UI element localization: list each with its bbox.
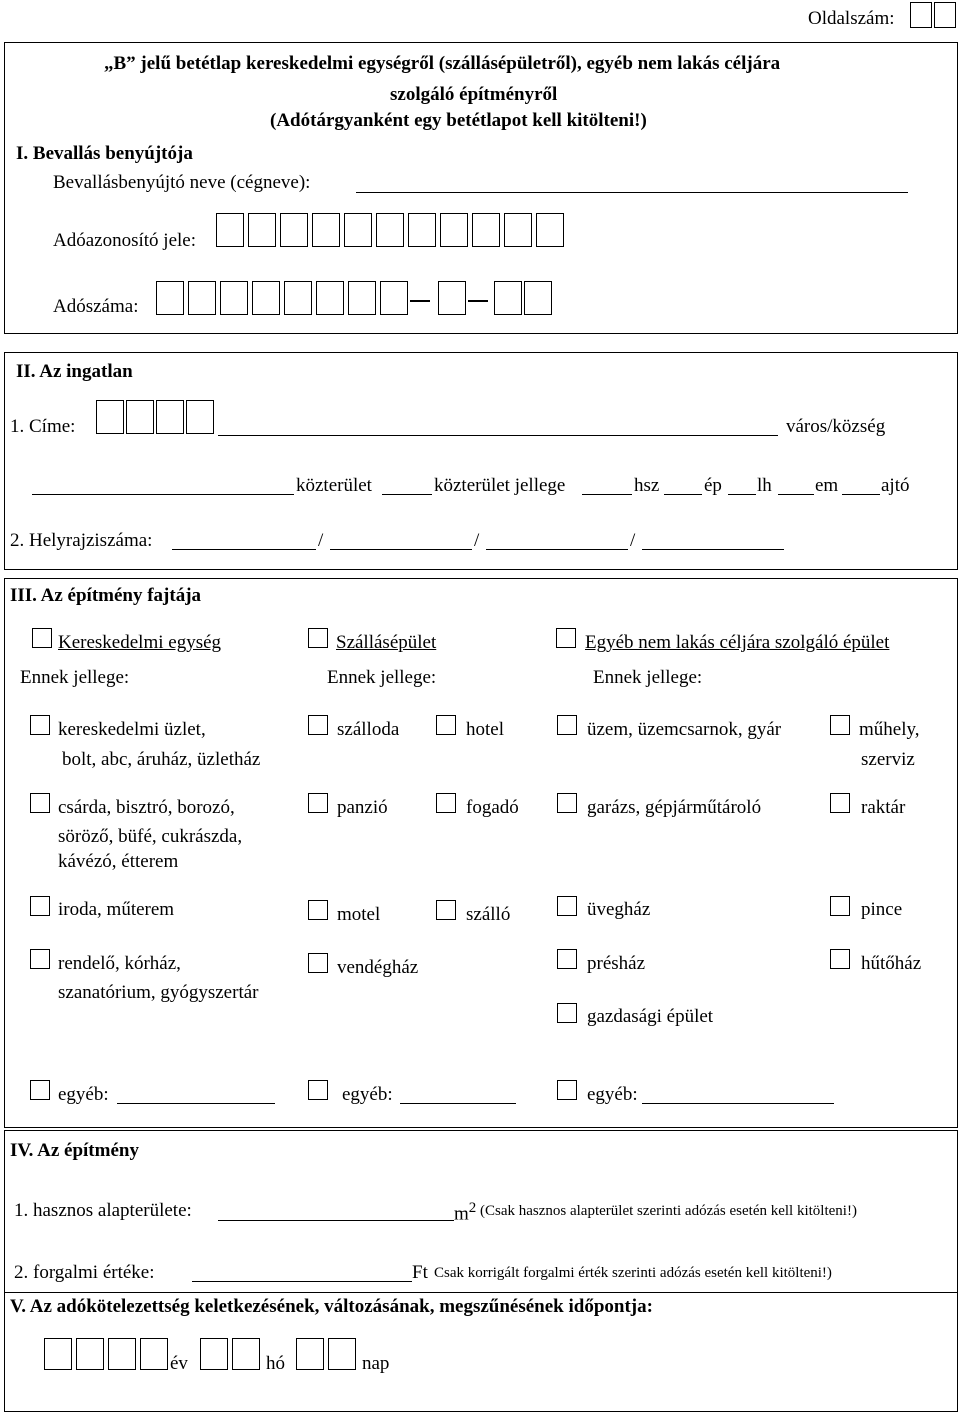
section-1-heading: I. Bevallás benyújtója bbox=[16, 143, 193, 164]
taxnum-digit-box[interactable] bbox=[220, 281, 248, 315]
ev-label: év bbox=[170, 1353, 188, 1374]
taxnum-digit-box[interactable] bbox=[380, 281, 408, 315]
taxid-digit-box[interactable] bbox=[504, 213, 532, 247]
zip-digit-box[interactable] bbox=[186, 400, 214, 434]
value-label: 2. forgalmi értéke: bbox=[14, 1262, 155, 1283]
taxnum-dash bbox=[410, 300, 430, 302]
name-field[interactable] bbox=[356, 192, 908, 193]
muhely-checkbox[interactable] bbox=[830, 715, 850, 735]
szallo-checkbox[interactable] bbox=[436, 900, 456, 920]
taxid-digit-box[interactable] bbox=[248, 213, 276, 247]
ep-field[interactable] bbox=[664, 494, 702, 495]
pince-label: pince bbox=[861, 899, 903, 920]
uveghaz-checkbox[interactable] bbox=[557, 896, 577, 916]
taxid-digit-box[interactable] bbox=[216, 213, 244, 247]
ajto-label: ajtó bbox=[881, 475, 910, 496]
egyeb-3-label: egyéb: bbox=[587, 1084, 638, 1105]
motel-checkbox[interactable] bbox=[308, 900, 328, 920]
date-digit-box[interactable] bbox=[44, 1338, 72, 1370]
fogado-checkbox[interactable] bbox=[436, 793, 456, 813]
fogado-label: fogadó bbox=[466, 797, 519, 818]
area-note: (Csak hasznos alapterület szerinti adózás esetén kell kitölteni!) bbox=[480, 1203, 857, 1219]
taxnum-digit-box[interactable] bbox=[188, 281, 216, 315]
form-title-line2: szolgáló építményről bbox=[390, 84, 558, 105]
uzem-label: üzem, üzemcsarnok, gyár bbox=[587, 719, 782, 740]
vendeghaz-checkbox[interactable] bbox=[308, 953, 328, 973]
hotel-label: hotel bbox=[466, 719, 504, 740]
zip-digit-box[interactable] bbox=[126, 400, 154, 434]
date-digit-box[interactable] bbox=[140, 1338, 168, 1370]
garazs-checkbox[interactable] bbox=[557, 793, 577, 813]
lh-field[interactable] bbox=[728, 494, 756, 495]
jellege-label: Ennek jellege: bbox=[327, 667, 437, 688]
egyeb-1-checkbox[interactable] bbox=[30, 1080, 50, 1100]
taxid-digit-box[interactable] bbox=[280, 213, 308, 247]
preshaz-checkbox[interactable] bbox=[557, 949, 577, 969]
taxnum-digit-box[interactable] bbox=[524, 281, 552, 315]
csarda-checkbox[interactable] bbox=[30, 793, 50, 813]
taxid-digit-box[interactable] bbox=[440, 213, 468, 247]
hrsz-label: 2. Helyrajziszáma: bbox=[10, 530, 153, 551]
rendelo-label-2: szanatórium, gyógyszertár bbox=[58, 982, 259, 1003]
em-label: em bbox=[815, 475, 839, 496]
hrsz-slash: / bbox=[318, 530, 324, 551]
hutohaz-checkbox[interactable] bbox=[830, 949, 850, 969]
area-unit bbox=[454, 1200, 476, 1225]
zip-digit-box[interactable] bbox=[96, 400, 124, 434]
egyeb-2-field[interactable] bbox=[400, 1103, 516, 1104]
kereskedelmi-uzlet-label: kereskedelmi üzlet, bbox=[58, 719, 206, 740]
csarda-label: csárda, bisztró, borozó, bbox=[58, 797, 235, 818]
gazdasagi-label: gazdasági épület bbox=[587, 1006, 714, 1027]
type-kereskedelmi-label: Kereskedelmi egység bbox=[58, 632, 222, 653]
szalloda-checkbox[interactable] bbox=[308, 715, 328, 735]
area-unit-text: m bbox=[454, 1203, 469, 1225]
taxnum-digit-box[interactable] bbox=[284, 281, 312, 315]
lh-label: lh bbox=[757, 475, 772, 496]
pince-checkbox[interactable] bbox=[830, 896, 850, 916]
em-field[interactable] bbox=[778, 494, 814, 495]
address-label: 1. Címe: bbox=[10, 416, 76, 437]
date-digit-box[interactable] bbox=[328, 1338, 356, 1370]
egyeb-1-field[interactable] bbox=[117, 1103, 275, 1104]
name-label: Bevallásbenyújtó neve (cégneve): bbox=[53, 172, 311, 193]
street-type-field[interactable] bbox=[382, 494, 432, 495]
kereskedelmi-uzlet-label-2: bolt, abc, áruház, üzletház bbox=[62, 749, 261, 770]
hrsz-slash: / bbox=[630, 530, 636, 551]
hrsz-field-4[interactable] bbox=[642, 549, 784, 550]
divider bbox=[4, 1292, 958, 1293]
date-digit-box[interactable] bbox=[200, 1338, 228, 1370]
taxid-digit-box[interactable] bbox=[312, 213, 340, 247]
date-digit-box[interactable] bbox=[76, 1338, 104, 1370]
hutohaz-label: hűtőház bbox=[861, 953, 922, 974]
vendeghaz-label: vendégház bbox=[337, 957, 419, 978]
section-3-heading: III. Az építmény fajtája bbox=[10, 585, 202, 606]
hrsz-slash: / bbox=[474, 530, 480, 551]
jellege-label: Ennek jellege: bbox=[20, 667, 130, 688]
type-kereskedelmi-checkbox[interactable] bbox=[32, 628, 52, 648]
iroda-checkbox[interactable] bbox=[30, 896, 50, 916]
nap-label: nap bbox=[362, 1353, 390, 1374]
motel-label: motel bbox=[337, 904, 381, 925]
page-number-box[interactable] bbox=[934, 2, 956, 28]
date-digit-box[interactable] bbox=[108, 1338, 136, 1370]
egyeb-2-checkbox[interactable] bbox=[308, 1080, 328, 1100]
uzem-checkbox[interactable] bbox=[557, 715, 577, 735]
street-field[interactable] bbox=[32, 494, 294, 495]
form-title-line3: (Adótárgyanként egy betétlapot kell kitölteni!) bbox=[270, 110, 647, 131]
taxnum-label: Adószáma: bbox=[53, 296, 139, 317]
gazdasagi-checkbox[interactable] bbox=[557, 1003, 577, 1023]
raktar-label: raktár bbox=[861, 797, 906, 818]
garazs-label: garázs, gépjárműtároló bbox=[587, 797, 762, 818]
taxid-digit-box[interactable] bbox=[536, 213, 564, 247]
csarda-label-2: söröző, büfé, cukrászda, bbox=[58, 826, 243, 847]
page-number-label: Oldalszám: bbox=[808, 8, 895, 29]
szalloda-label: szálloda bbox=[337, 719, 400, 740]
type-szallas-label: Szállásépület bbox=[336, 632, 437, 653]
taxid-label: Adóazonosító jele: bbox=[53, 230, 196, 251]
hsz-field[interactable] bbox=[582, 494, 632, 495]
section-4-heading: IV. Az építmény bbox=[10, 1140, 139, 1161]
panzio-label: panzió bbox=[337, 797, 388, 818]
ajto-field[interactable] bbox=[842, 494, 880, 495]
date-digit-box[interactable] bbox=[296, 1338, 324, 1370]
area-field[interactable] bbox=[218, 1220, 454, 1221]
taxid-digit-box[interactable] bbox=[408, 213, 436, 247]
rendelo-checkbox[interactable] bbox=[30, 949, 50, 969]
section-2-heading: II. Az ingatlan bbox=[16, 361, 133, 382]
form-title-line1: „B” jelű betétlap kereskedelmi egységről (szállásépületről), egyéb nem lakás céljára bbox=[104, 53, 781, 74]
value-unit: Ft bbox=[412, 1262, 428, 1283]
city-field[interactable] bbox=[218, 435, 778, 436]
page-number-box[interactable] bbox=[910, 2, 932, 28]
value-note: Csak korrigált forgalmi érték szerinti adózás esetén kell kitölteni!) bbox=[434, 1265, 832, 1281]
taxnum-digit-box[interactable] bbox=[494, 281, 522, 315]
zip-digit-box[interactable] bbox=[156, 400, 184, 434]
kereskedelmi-uzlet-checkbox[interactable] bbox=[30, 715, 50, 735]
muhely-label: műhely, bbox=[859, 719, 920, 740]
street-type-label: közterület jellege bbox=[434, 475, 566, 496]
muhely-label-2: szerviz bbox=[861, 749, 915, 770]
raktar-checkbox[interactable] bbox=[830, 793, 850, 813]
hsz-label: hsz bbox=[634, 475, 660, 496]
ho-label: hó bbox=[266, 1353, 285, 1374]
type-egyeb-checkbox[interactable] bbox=[556, 628, 576, 648]
szallo-label: szálló bbox=[466, 904, 511, 925]
iroda-label: iroda, műterem bbox=[58, 899, 175, 920]
taxnum-digit-box[interactable] bbox=[252, 281, 280, 315]
hotel-checkbox[interactable] bbox=[436, 715, 456, 735]
taxnum-dash bbox=[468, 300, 488, 302]
taxnum-digit-box[interactable] bbox=[348, 281, 376, 315]
section-5-heading: V. Az adókötelezettség keletkezésének, változásának, megszűnésének időpontja: bbox=[10, 1296, 653, 1317]
hrsz-field-2[interactable] bbox=[330, 549, 472, 550]
area-unit-sup: 2 bbox=[468, 1200, 477, 1216]
egyeb-3-checkbox[interactable] bbox=[557, 1080, 577, 1100]
egyeb-3-field[interactable] bbox=[642, 1103, 834, 1104]
taxid-digit-box[interactable] bbox=[376, 213, 404, 247]
taxnum-digit-box[interactable] bbox=[438, 281, 466, 315]
panzio-checkbox[interactable] bbox=[308, 793, 328, 813]
taxnum-digit-box[interactable] bbox=[156, 281, 184, 315]
date-digit-box[interactable] bbox=[232, 1338, 260, 1370]
taxnum-digit-box[interactable] bbox=[316, 281, 344, 315]
area-label: 1. hasznos alapterülete: bbox=[14, 1200, 192, 1221]
taxid-digit-box[interactable] bbox=[472, 213, 500, 247]
csarda-label-3: kávézó, étterem bbox=[58, 851, 179, 872]
hrsz-field-1[interactable] bbox=[172, 549, 316, 550]
value-field[interactable] bbox=[192, 1281, 412, 1282]
type-egyeb-label: Egyéb nem lakás céljára szolgáló épület bbox=[585, 632, 890, 653]
ep-label: ép bbox=[704, 475, 722, 496]
street-label: közterület bbox=[296, 475, 372, 496]
egyeb-2-label: egyéb: bbox=[342, 1084, 393, 1105]
egyeb-1-label: egyéb: bbox=[58, 1084, 109, 1105]
taxid-digit-box[interactable] bbox=[344, 213, 372, 247]
preshaz-label: présház bbox=[587, 953, 646, 974]
type-szallas-checkbox[interactable] bbox=[308, 628, 328, 648]
hrsz-field-3[interactable] bbox=[486, 549, 628, 550]
rendelo-label: rendelő, kórház, bbox=[58, 953, 181, 974]
city-label: város/község bbox=[786, 416, 886, 437]
jellege-label: Ennek jellege: bbox=[593, 667, 703, 688]
uveghaz-label: üvegház bbox=[587, 899, 651, 920]
